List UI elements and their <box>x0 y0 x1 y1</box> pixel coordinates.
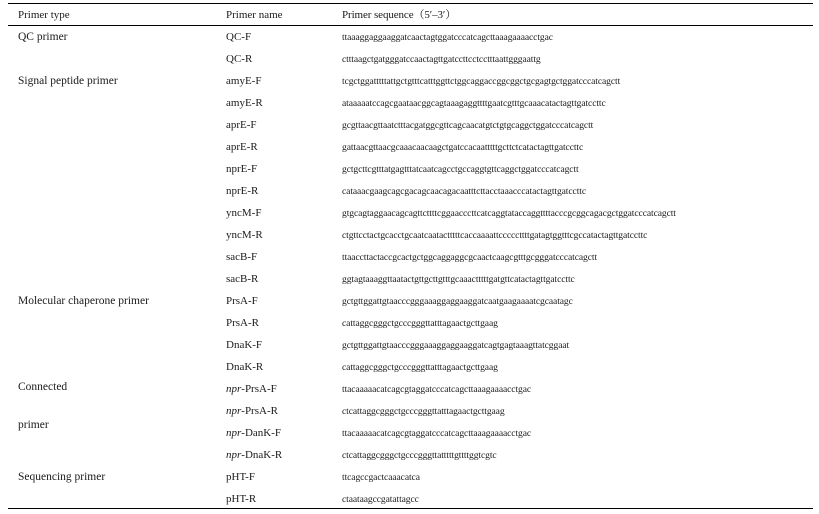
primer-name <box>226 492 256 506</box>
primer-sequence: tcgctggatttttattgctgtttcatttggttctggcaggaccggcggctgcgagtgctggatcccatcagctt <box>342 76 621 87</box>
primer-name <box>226 426 281 440</box>
primer-name-prefix: npr <box>226 427 242 439</box>
primer-name <box>226 294 258 308</box>
primer-name <box>226 162 257 176</box>
primer-name-main: sacB-F <box>226 251 258 263</box>
type-signal-peptide-primer: Signal peptide primer <box>18 75 118 87</box>
primer-name <box>226 404 278 418</box>
primer-name-main: QC-R <box>226 53 253 65</box>
primer-name <box>226 228 263 242</box>
primer-name-main: -DnaK-R <box>241 449 283 461</box>
primer-name <box>226 52 252 66</box>
primer-name-main: -PrsA-R <box>241 405 278 417</box>
primer-name <box>226 382 277 396</box>
primer-sequence: ctttaagctgatgggatccaactagttgatccttcctcctttaattgggaattg <box>342 54 541 65</box>
primer-name <box>226 338 262 352</box>
primer-name-main: amyE-R <box>226 97 263 109</box>
primer-name <box>226 272 258 286</box>
primer-name-main: amyE-F <box>226 75 262 87</box>
primer-name-main: DnaK-F <box>226 339 263 351</box>
primer-name <box>226 470 255 484</box>
primer-name-main: aprE-R <box>226 141 258 153</box>
primer-name <box>226 74 261 88</box>
primer-sequence: cataaacgaagcagcgacagcaacagacaatttcttacctaaacccatactagttgatccttc <box>342 186 586 197</box>
primer-name-main: -DanK-F <box>241 427 281 439</box>
type-connected-primer-line1: Connected <box>18 381 68 393</box>
primer-name <box>226 206 261 220</box>
primer-name-main: pHT-R <box>226 493 257 505</box>
primer-sequence: gctgttggattgtaacccgggaaaggaggaaggatcagtgagtaaagttatcggaat <box>342 340 570 351</box>
primer-sequence: cattaggcgggctgcccgggttatttagaactgcttgaag <box>342 318 498 329</box>
primer-name-main: yncM-R <box>226 229 263 241</box>
primer-name-main: -PrsA-F <box>241 383 277 395</box>
primer-name <box>226 118 257 132</box>
primer-name-main: yncM-F <box>226 207 262 219</box>
primer-name <box>226 448 282 462</box>
primer-name <box>226 360 263 374</box>
header-primer-sequence: Primer sequence（5′–3′） <box>342 9 457 21</box>
type-molecular-chaperone-primer: Molecular chaperone primer <box>18 295 149 307</box>
primer-name <box>226 316 259 330</box>
primer-sequence: ataaaaatccagcgaataacggcagtaaagaggttttgaatcgtttgcaaacatactagttgatccttc <box>342 98 606 109</box>
table-top-rule <box>8 3 813 4</box>
primer-sequence: ttcagccgactcaaacatca <box>342 472 420 483</box>
primer-sequence: ctaataagccgatattagcc <box>342 494 419 505</box>
primer-sequence: ctgttcctactgcacctgcaatcaatactttttcaccaaaattcccccttttgatagtggtttcgccatactagttgatccttc <box>342 230 648 241</box>
type-sequencing-primer: Sequencing primer <box>18 471 106 483</box>
primer-name-main: nprE-F <box>226 163 258 175</box>
primer-name-main: aprE-F <box>226 119 257 131</box>
primer-name-main: sacB-R <box>226 273 259 285</box>
primer-sequence: ttaaaggaggaaggatcaactagtggatcccatcagcttaaagaaaacctgac <box>342 32 553 43</box>
header-primer-type: Primer type <box>18 9 70 21</box>
primer-sequence: gattaacgttaacgcaaacaacaagctgatccacaatttttgcttctcatactagttgatccttc <box>342 142 584 153</box>
primer-sequence: gcgttaacgttaatctttacgatggcgttcagcaacatgtctgtgcaggctggatcccatcagctt <box>342 120 594 131</box>
primer-sequence: ctcattaggcgggctgcccgggttatttttgttttggtcgtc <box>342 450 497 461</box>
primer-sequence: gctgttggattgtaacccgggaaaggaggaaggatcaatgaagaaaatcgcaatagc <box>342 296 573 307</box>
primer-name-main: pHT-F <box>226 471 255 483</box>
table-bottom-rule <box>8 508 813 509</box>
type-connected-primer-line2: primer <box>18 419 49 431</box>
primer-name-prefix: npr <box>226 405 242 417</box>
primer-name <box>226 250 257 264</box>
primer-name-main: QC-F <box>226 31 252 43</box>
table-header-rule <box>8 25 813 26</box>
primer-sequence: ttaaccttactaccgcactgctggcaggaggcgcaactcaagcgtttgcgggatcccatcagctt <box>342 252 598 263</box>
primer-sequence: ggtagtaaaggttaatactgttgcttgtttgcaaactttttgatgttcatactagttgatccttc <box>342 274 575 285</box>
primer-name <box>226 140 258 154</box>
header-primer-name: Primer name <box>226 9 283 21</box>
primer-sequence: gtgcagtaggaacagcagttcttttcggaacccttcatcaggtataccaggttttacccgcggcagacgctggatcccatcagctt <box>342 208 676 219</box>
primer-name-prefix: npr <box>226 383 242 395</box>
primer-name-main: DnaK-R <box>226 361 264 373</box>
type-qc-primer: QC primer <box>18 31 68 43</box>
primer-name <box>226 30 251 44</box>
primer-name <box>226 184 258 198</box>
primer-sequence: ttacaaaaacatcagcgtaggatcccatcagcttaaagaaaacctgac <box>342 384 532 395</box>
primer-name-main: PrsA-F <box>226 295 258 307</box>
primer-sequence: ctcattaggcgggctgcccgggttatttagaactgcttgaag <box>342 406 505 417</box>
primer-name-main: PrsA-R <box>226 317 260 329</box>
primer-name <box>226 96 263 110</box>
primer-sequence: cattaggcgggctgcccgggttatttagaactgcttgaag <box>342 362 498 373</box>
primer-sequence: gctgcttcgtttatgagtttatcaatcagcctgccaggtgttcaggctggatcccatcagctt <box>342 164 579 175</box>
primer-sequence: ttacaaaaacatcagcgtaggatcccatcagcttaaagaaaacctgac <box>342 428 532 439</box>
primer-name-prefix: npr <box>226 449 242 461</box>
primer-name-main: nprE-R <box>226 185 259 197</box>
